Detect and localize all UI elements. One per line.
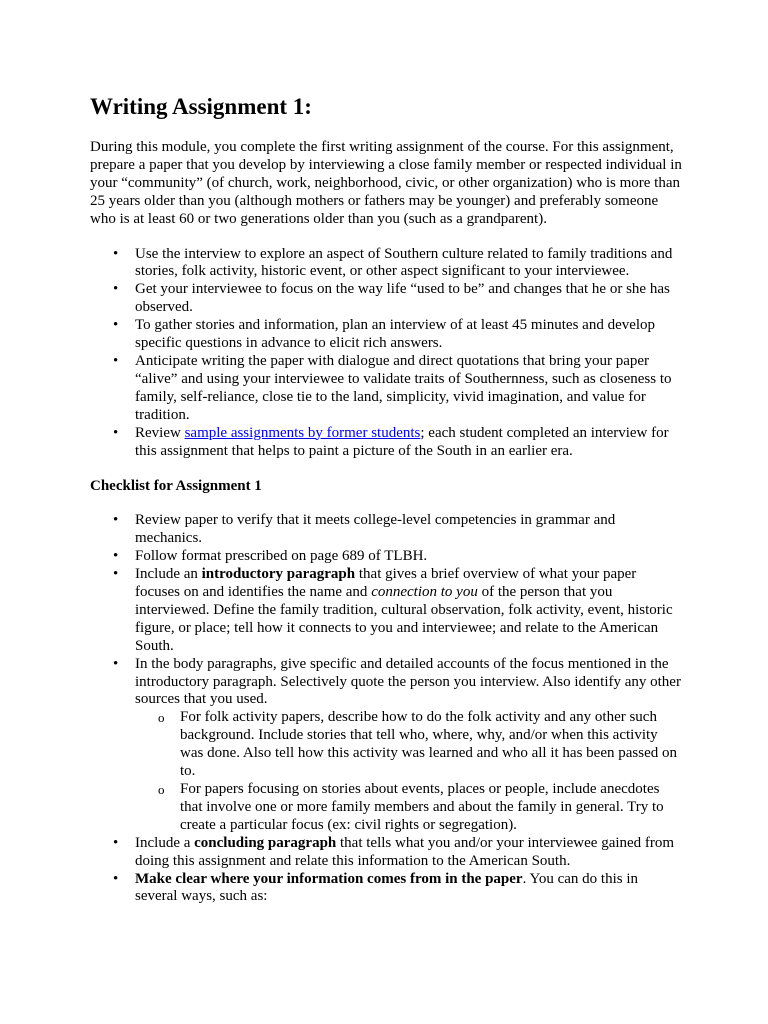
sample-assignments-link[interactable]: sample assignments by former students	[184, 424, 421, 441]
list-item: • Get your interviewee to focus on the way life “used to be” and changes that he or she has observed.	[90, 281, 682, 317]
text-run: of the person that you interviewed. Define the family tradition, cultural observation, folk activity, event, historic figure, or place; tell how it connects to you and interviewee; and relate to the American South.	[135, 584, 673, 654]
intro-paragraph: During this module, you complete the first writing assignment of the course. For this assignment, prepare a paper that you develop by interviewing a close family member or respected individual in your “community” (of church, work, neighborhood, civic, or other organization) who is more than 25 years older than you (although mothers or fathers may be younger) and preferably someone who is at least 60 or two generations older than you (such as a grandparent).	[90, 139, 682, 227]
text-run: . You can do this in several ways, such as:	[135, 870, 639, 905]
list-item	[90, 566, 682, 656]
text-run: Include an	[135, 566, 202, 583]
text-run: In the body paragraphs, give specific and detailed accounts of the focus mentioned in the introductory paragraph. Selectively quote the person you interview. Also identify any other sources that you used.	[135, 655, 681, 708]
list-item	[90, 871, 682, 907]
text-run: that tells what you and/or your interviewee gained from doing this assignment and relate this information to the American South.	[135, 834, 675, 869]
list-item: • Anticipate writing the paper with dialogue and direct quotations that bring your paper “alive” and using your interviewee to validate traits of Southernness, such as closeness to family, self-reliance, close tie to the land, simplicity, vivid imagination, and value for tradition.	[90, 353, 682, 425]
text-run: Include a	[135, 834, 195, 851]
sub-list	[135, 709, 682, 834]
list-item: • Review paper to verify that it meets college-level competencies in grammar and mechanics.	[90, 512, 682, 548]
list-item: • Follow format prescribed on page 689 of TLBH.	[90, 548, 682, 566]
list-item	[90, 656, 682, 835]
sub-list-item: o For papers focusing on stories about events, places or people, include anecdotes that involve one or more family members and about the family in general. Try to create a particular focus (ex: civil rights or segregation).	[135, 781, 682, 835]
checklist-bullet-list	[90, 512, 682, 906]
text-run: that gives a brief overview of what your paper focuses on and identifies the name and	[135, 566, 637, 601]
sub-list-item: o For folk activity papers, describe how to do the folk activity and any other such background. Include stories that tell who, where, why, and/or when this activity was done. Also tell how this activity was learned and who all it has been passed on to.	[135, 709, 682, 781]
italic-text: connection to you	[371, 584, 478, 601]
bold-text: Make clear where your information comes from in the paper	[135, 870, 523, 887]
page-title: Writing Assignment 1:	[90, 94, 312, 119]
list-item	[90, 425, 682, 461]
review-text-continued: ; each student completed an interview for this assignment that helps to paint a picture of the South in an earlier era.	[135, 424, 669, 459]
list-item: • To gather stories and information, plan an interview of at least 45 minutes and develop specific questions in advance to elicit rich answers.	[90, 317, 682, 353]
review-text: Review	[135, 424, 185, 441]
document-page	[90, 92, 682, 906]
bold-text: concluding paragraph	[194, 834, 337, 851]
bold-text: introductory paragraph	[201, 566, 356, 583]
list-item	[90, 835, 682, 871]
assignment-bullet-list	[90, 246, 682, 461]
list-item: • Use the interview to explore an aspect of Southern culture related to family traditions and stories, folk activity, historic event, or other aspect significant to your interviewee.	[90, 246, 682, 282]
checklist-heading: Checklist for Assignment 1	[90, 478, 262, 495]
